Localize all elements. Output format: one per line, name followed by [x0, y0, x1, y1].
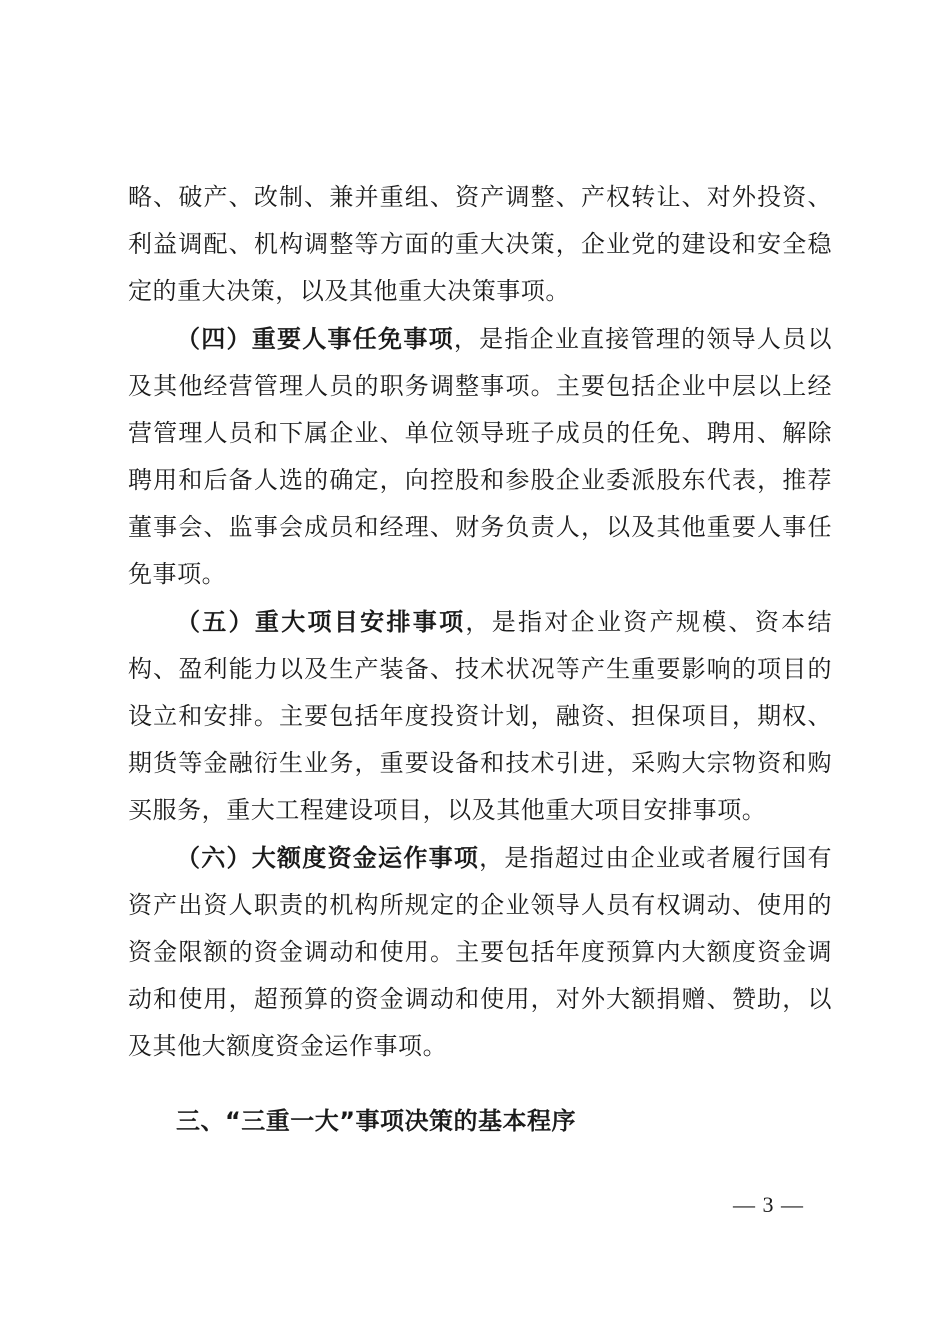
paragraph-major-projects — [128, 598, 832, 834]
paragraph-personnel-appointments — [128, 315, 832, 598]
body-text — [128, 174, 832, 1070]
paragraph-lead: （五）重大项目安排事项 — [176, 607, 466, 636]
paragraph-large-funds — [128, 834, 832, 1070]
paragraph-continuation — [128, 174, 832, 315]
section-heading: 三、“三重一大”事项决策的基本程序 — [176, 1107, 577, 1135]
paragraph-text: ，是指超过由企业或者履行国有资产出资人职责的机构所规定的企业领导人员有权调动、使用的资金限额的资金调动和使用。主要包括年度预算内大额度资金调动和使用，超预算的资金调动和使用，对外大额捐赠、赞助，以及其他大额度资金运作事项。 — [128, 844, 832, 1060]
paragraph-lead: （六）大额度资金运作事项 — [176, 843, 480, 872]
paragraph-text: 略、破产、改制、兼并重组、资产调整、产权转让、对外投资、利益调配、机构调整等方面的重大决策，企业党的建设和安全稳定的重大决策，以及其他重大决策事项。 — [128, 183, 832, 305]
paragraph-lead: （四）重要人事任免事项 — [176, 324, 454, 353]
paragraph-text: ，是指对企业资产规模、资本结构、盈利能力以及生产装备、技术状况等产生重要影响的项目的设立和安排。主要包括年度投资计划，融资、担保项目，期权、期货等金融衍生业务，重要设备和技术引进，采购大宗物资和购买服务，重大工程建设项目，以及其他重大项目安排事项。 — [128, 608, 832, 824]
page-number: — 3 — — [733, 1192, 804, 1217]
paragraph-text: ，是指企业直接管理的领导人员以及其他经营管理人员的职务调整事项。主要包括企业中层以上经营管理人员和下属企业、单位领导班子成员的任免、聘用、解除聘用和后备人选的确定，向控股和参股企业委派股东代表，推荐董事会、监事会成员和经理、财务负责人，以及其他重要人事任免事项。 — [128, 325, 832, 588]
